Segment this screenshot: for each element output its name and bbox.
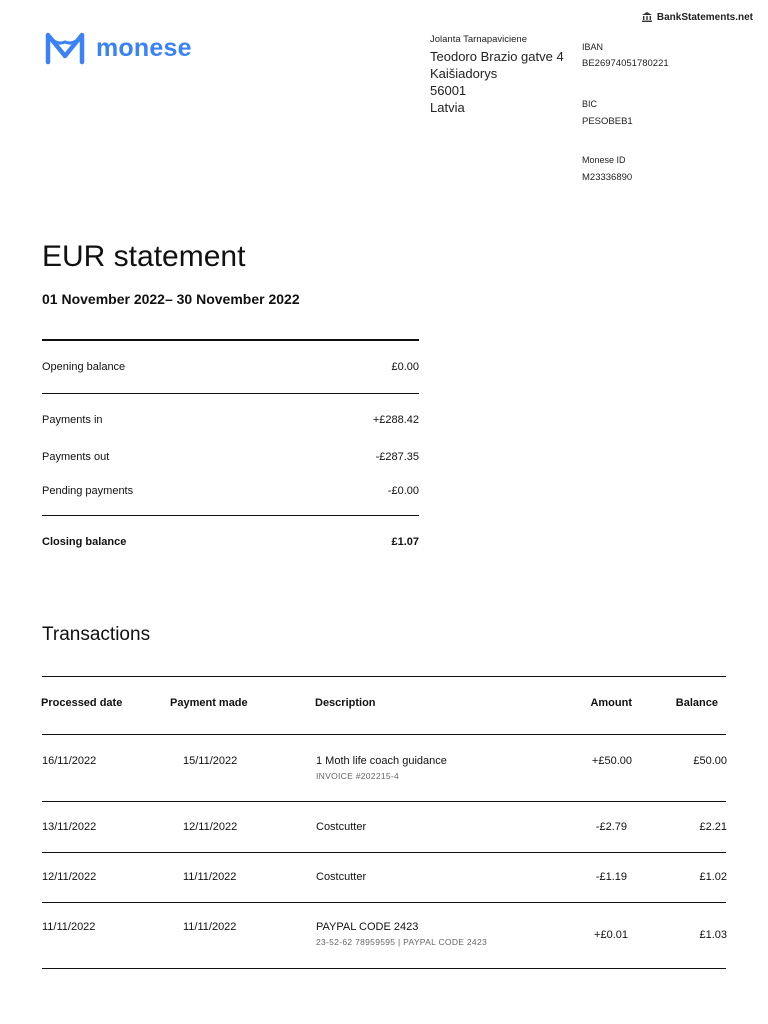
summary-rule bbox=[42, 393, 419, 394]
watermark-text: BankStatements.net bbox=[656, 11, 753, 23]
row-1-sub: INVOICE #202215-4 bbox=[316, 771, 400, 781]
payments-in-label: Payments in bbox=[42, 414, 103, 426]
brand-name: monese bbox=[96, 33, 192, 62]
row-2-processed: 13/11/2022 bbox=[42, 821, 97, 833]
monese-id-label: Monese ID bbox=[582, 155, 626, 165]
row-2-amount: -£2.79 bbox=[595, 821, 627, 833]
row-1-amount: +£50.00 bbox=[591, 755, 632, 767]
account-holder-name: Jolanta Tarnapaviciene bbox=[430, 34, 528, 45]
monese-logo-icon bbox=[44, 30, 86, 66]
iban-label: IBAN bbox=[582, 42, 604, 52]
watermark bbox=[641, 11, 753, 23]
row-1-description: 1 Moth life coach guidance bbox=[316, 755, 447, 767]
row-3-amount: -£1.19 bbox=[595, 871, 627, 883]
pending-payments-value: -£0.00 bbox=[387, 485, 419, 497]
transactions-title: Transactions bbox=[42, 624, 151, 645]
address-line-4: Latvia bbox=[430, 100, 465, 115]
payments-in-value: +£288.42 bbox=[372, 414, 419, 426]
payments-out-label: Payments out bbox=[42, 451, 110, 463]
table-top-rule bbox=[42, 676, 726, 677]
pending-payments-label: Pending payments bbox=[42, 485, 134, 497]
summary-top-rule bbox=[42, 339, 419, 341]
row-3-processed: 12/11/2022 bbox=[42, 871, 97, 883]
row-rule bbox=[42, 801, 726, 802]
row-4-balance: £1.03 bbox=[699, 929, 727, 941]
address-line-3: 56001 bbox=[430, 83, 467, 98]
row-4-sub: 23-52-62 78959595 | PAYPAL CODE 2423 bbox=[316, 937, 487, 947]
brand-logo bbox=[44, 30, 192, 66]
bic-value: PESOBEB1 bbox=[582, 116, 633, 127]
row-1-processed: 16/11/2022 bbox=[42, 755, 97, 767]
header-description: Description bbox=[315, 697, 376, 709]
statement-title: EUR statement bbox=[42, 240, 246, 273]
header-balance: Balance bbox=[675, 697, 718, 709]
row-rule bbox=[42, 852, 726, 853]
table-bottom-rule bbox=[42, 968, 726, 969]
monese-id-value: M23336890 bbox=[582, 172, 633, 183]
address-line-1: Teodoro Brazio gatve 4 bbox=[430, 49, 564, 64]
summary-rule bbox=[42, 515, 419, 516]
row-1-made: 15/11/2022 bbox=[183, 755, 238, 767]
row-3-balance: £1.02 bbox=[699, 871, 727, 883]
row-rule bbox=[42, 902, 726, 903]
table-header-rule bbox=[42, 734, 726, 735]
header-amount: Amount bbox=[590, 697, 632, 709]
iban-value: BE26974051780221 bbox=[582, 58, 669, 69]
row-2-made: 12/11/2022 bbox=[183, 821, 238, 833]
statement-period: 01 November 2022– 30 November 2022 bbox=[42, 291, 300, 307]
closing-balance-label: Closing balance bbox=[42, 536, 127, 548]
closing-balance-value: £1.07 bbox=[391, 536, 419, 548]
row-2-balance: £2.21 bbox=[699, 821, 727, 833]
row-4-description: PAYPAL CODE 2423 bbox=[316, 921, 419, 933]
opening-balance-label: Opening balance bbox=[42, 361, 126, 373]
row-4-amount: +£0.01 bbox=[594, 929, 628, 941]
row-1-balance: £50.00 bbox=[693, 755, 727, 767]
opening-balance-value: £0.00 bbox=[391, 361, 419, 373]
header-processed-date: Processed date bbox=[41, 697, 123, 709]
row-4-made: 11/11/2022 bbox=[183, 921, 237, 933]
row-4-processed: 11/11/2022 bbox=[42, 921, 96, 933]
header-payment-made: Payment made bbox=[170, 697, 248, 709]
bank-icon bbox=[641, 11, 653, 23]
payments-out-value: -£287.35 bbox=[375, 451, 419, 463]
bic-label: BIC bbox=[582, 99, 598, 109]
row-3-description: Costcutter bbox=[316, 871, 367, 883]
address-line-2: Kaišiadorys bbox=[430, 66, 498, 81]
row-3-made: 11/11/2022 bbox=[183, 871, 237, 883]
row-2-description: Costcutter bbox=[316, 821, 367, 833]
